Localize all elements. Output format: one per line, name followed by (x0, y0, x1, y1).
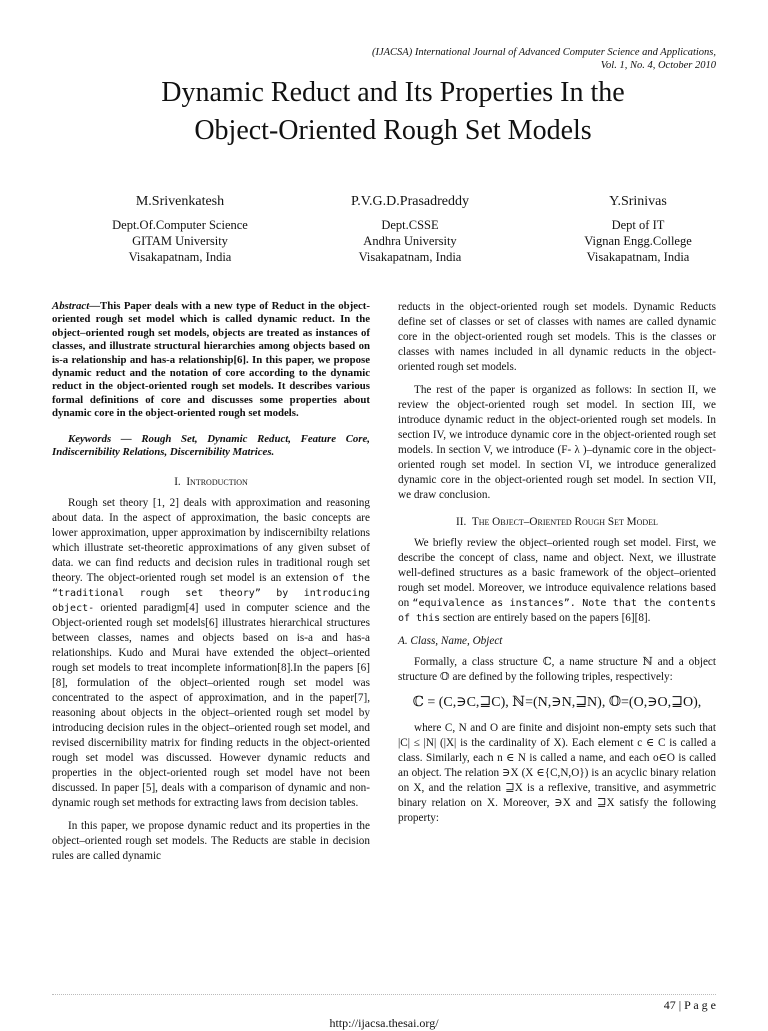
section-heading-model (398, 515, 716, 530)
footer-divider (52, 994, 716, 995)
section-number: II. (456, 516, 467, 528)
author-dept: Dept of IT (611, 218, 665, 232)
title-line-1: Dynamic Reduct and Its Properties In the (161, 77, 625, 108)
author-1 (90, 193, 270, 265)
author-name: P.V.G.D.Prasadreddy (351, 194, 469, 209)
page-number: 47 | P a g e (663, 998, 716, 1012)
abstract (52, 300, 370, 421)
journal-volume: Vol. 1, No. 4, October 2010 (600, 60, 716, 71)
author-name: M.Srivenkatesh (135, 194, 225, 209)
journal-name: (IJACSA) International Journal of Advanced Computer Science and Applications, (371, 47, 716, 58)
intro-paragraph-2: In this paper, we propose dynamic reduct and its properties in the object–oriented rough set models. The Reducts are stable in decision rules are called dynamic (52, 820, 370, 863)
review-text-b: “equivalence as instances”. Note that the contents of this (398, 598, 717, 624)
author-dept: Dept.Of.Computer Science (112, 218, 248, 232)
author-location: Visakapatnam, India (128, 250, 232, 264)
left-column (52, 300, 370, 864)
paper-title (60, 74, 726, 150)
author-affiliation: GITAM University (132, 234, 228, 248)
journal-header (196, 46, 716, 72)
keywords: Keywords — Rough Set, Dynamic Reduct, Feature Core, Indiscernibility Relations, Discernibility Matrices. (52, 432, 370, 459)
abstract-text: —This Paper deals with a new type of Reduct in the object-oriented rough set model which is called dynamic reduct. In the object–oriented rough set models, objects are treated as instances of classes, and illustrate structural hierarchies among objects based on is-a relationship and has-a relationship[6]. In this paper, we propose dynamic reduct and the notation of core according to the dynamic reduct in the object-oriented rough set models. It describes various formal definitions of core and discusses some properties about dynamic core in the object-oriented rough set models. (52, 300, 370, 420)
author-3 (548, 193, 728, 265)
title-line-2: Object-Oriented Rough Set Models (194, 115, 592, 146)
paragraph-continued: reducts in the object-oriented rough set models. Dynamic Reducts define set of classes or set of classes with names are called dynamic core in the object-oriented rough set models. This is the classes or classes with names included in all dynamic reducts in the object-oriented rough set models. (398, 301, 716, 373)
author-affiliation: Vignan Engg.College (584, 234, 692, 248)
right-column (398, 300, 716, 826)
intro-text-b: of the “traditional rough set theory” by introducing object- (52, 573, 370, 615)
structure-equation: ℂ = (C,∋C,⊒C), ℕ=(N,∋N,⊒N), 𝕆=(O,∋O,⊒O), (412, 695, 702, 710)
journal-url[interactable]: http://ijacsa.thesai.org/ (329, 1016, 439, 1030)
author-location: Visakapatnam, India (358, 250, 462, 264)
paragraph-definitions: where C, N and O are finite and disjoint non-empty sets such that |C| ≤ |N| (|X| is the cardinality of X). Each element c ∈ C is called a class. Similarly, each n ∈ N is called a name, and each o∈O is called an object. The relation ∋X (X ∈{C,N,O}) is an acyclic binary relation on X, and the relation ⊒X is a reflexive, transitive, and asymmetric binary relation on X. Moreover, ∋X and ⊒X satisfy the following property: (398, 722, 716, 824)
section-title: The Object–Oriented Rough Set Model (471, 516, 658, 528)
author-affiliation: Andhra University (363, 234, 457, 248)
section-number: I. (174, 476, 181, 489)
section-title: Introduction (186, 476, 248, 489)
author-2 (320, 193, 500, 265)
paragraph-structures: Formally, a class structure ℂ, a name structure ℕ and a object structure 𝕆 are defined by the following triples, respectively: (398, 656, 716, 683)
section-heading-introduction (52, 475, 370, 490)
abstract-label: Abstract (52, 300, 90, 312)
paragraph-review (398, 536, 716, 626)
intro-text-c: oriented paradigm[4] used in computer science and the Object-oriented rough set models[6] illustrates hierarchical structures between classes, names and objects based on is-a and has-a relationships. Kudo and Murai have extended the object–oriented rough set models to treat incomplete information[8].In the papers [6][8], formulation of the object–oriented rough set model was concentrated to the aspect of approximation, and in the paper[7], reasoning about objects in the object–oriented rough set model by introducing decision rules in the object–oriented rough set model, and revised discernibility matrix for finding reducts in the object-oriented rough set model was discussed. However dynamic reducts and properties in the object-oriented rough set model have not been discussed. In paper [5], deals with a comparison of dynamic and non-dynamic rough set methods for extracting laws from decision tables. (52, 602, 370, 810)
intro-paragraph-1 (52, 496, 370, 811)
review-text-c: section are entirely based on the papers [6][8]. (442, 612, 651, 624)
intro-text-a: Rough set theory [1, 2] deals with approximation and reasoning about data. In the aspect of approximation, the basic concepts are lower approximation, upper approximation by indiscernibilty relations which illustrate set-theoretic approximations of any given subset of data. we can find reducts and decision rules in traditional rough set theory. The object-oriented rough set model is an extension (52, 497, 370, 585)
paragraph-organization: The rest of the paper is organized as follows: In section II, we review the object-oriented rough set model. In section III, we introduce dynamic reduct in the object-oriented rough set models. In section IV, we introduce dynamic core in the object-oriented rough set models. In section V, we introduce (F- λ )–dynamic core in the object-oriented rough set model. In section VI, we introduce generalized dynamic core in the object-oriented rough set model. In section VII, we draw conclusion. (398, 384, 716, 501)
review-text-a: We briefly review the object–oriented rough set model. First, we describe the concept of class, name and object. Next, we illustrate well-defined structures as a basic framework of the object–oriented rough set model. Moreover, we introduce equivalence relations based on (398, 537, 716, 609)
author-name: Y.Srinivas (609, 194, 667, 209)
author-location: Visakapatnam, India (586, 250, 690, 264)
subsection-heading: A. Class, Name, Object (398, 635, 503, 647)
author-dept: Dept.CSSE (381, 218, 439, 232)
